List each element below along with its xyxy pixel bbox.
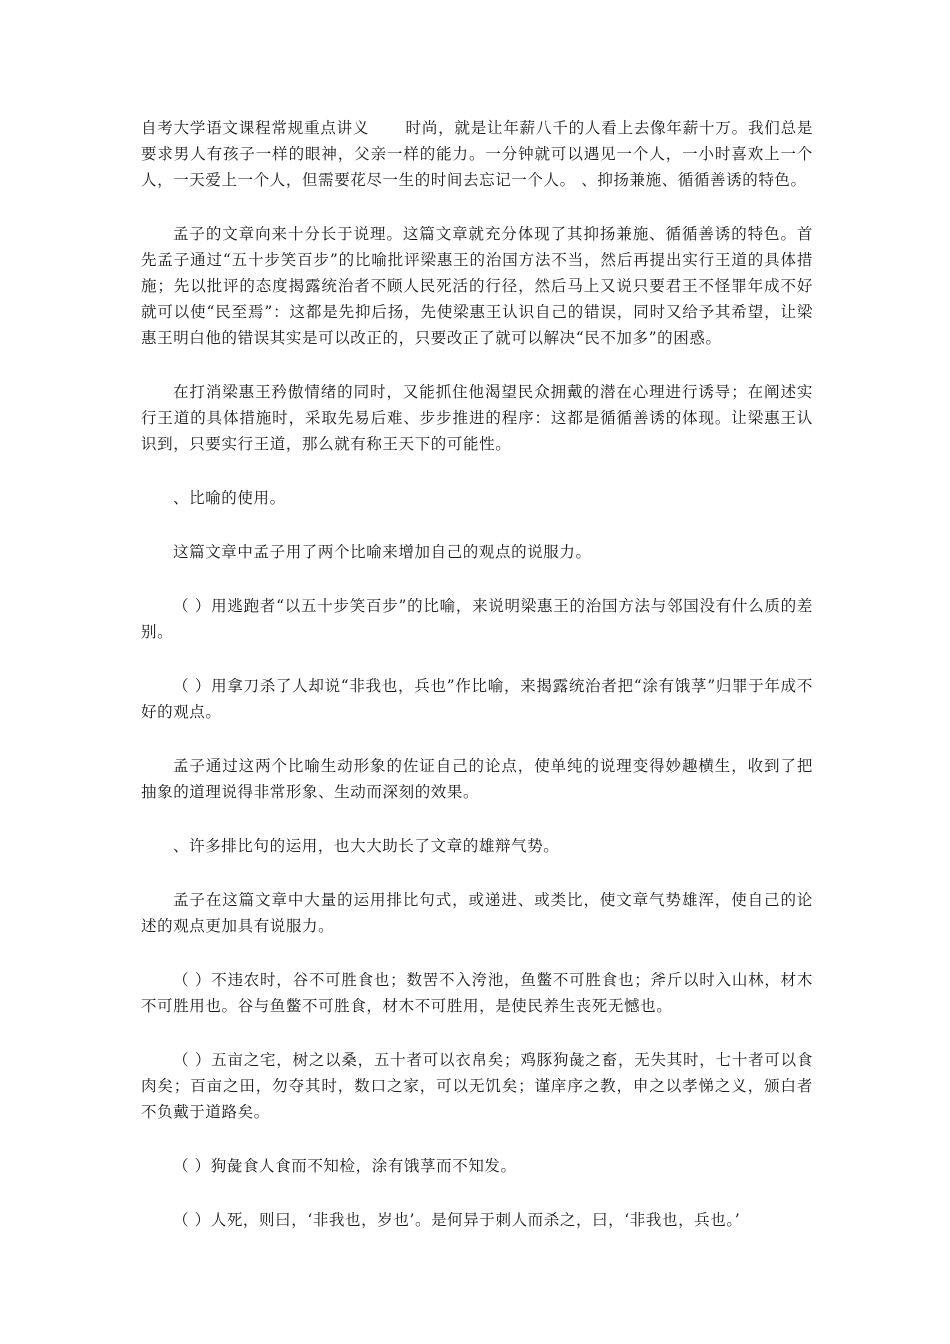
list-item: （ ）不违农时，谷不可胜食也；数罟不入洿池，鱼鳖不可胜食也；斧斤以时入山林，材木不可胜用也。谷与鱼鳖不可胜食，材木不可胜用，是使民养生丧死无憾也。: [141, 971, 813, 1015]
paragraph-text: 时尚，就是让年薪八千的人看上去像年薪十万。我们总是要求男人有孩子一样的眼神，父亲一样的能力。一分钟就可以遇见一个人，一小时喜欢上一个人，一天爱上一个人，但需要花尽一生的时间去忘记一个人。 、抑扬兼施、循循善诱的特色。: [141, 119, 813, 189]
list-item: （ ）用拿刀杀了人却说“非我也，兵也”作比喻，来揭露统治者把“涂有饿莩”归罪于年成不好的观点。: [141, 677, 813, 721]
section-heading: 、比喻的使用。: [173, 489, 286, 507]
paragraph: 孟子的文章向来十分长于说理。这篇文章就充分体现了其抑扬兼施、循循善诱的特色。首先孟子通过“五十步笑百步”的比喻批评梁惠王的治国方法不当，然后再提出实行王道的具体措施；先以批评的态度揭露统治者不顾人民死活的行径，然后马上又说只要君王不怪罪年成不好就可以使“民至焉”：这都是先抑后扬，先使梁惠王认识自己的错误，同时又给予其希望，让梁惠王明白他的错误其实是可以改正的，只要改正了就可以解决“民不加多”的困惑。: [141, 225, 813, 347]
document-body: [141, 115, 813, 1261]
list-item: （ ）五亩之宅，树之以桑，五十者可以衣帛矣；鸡豚狗彘之畜，无失其时，七十者可以食肉矣；百亩之田，勿夺其时，数口之家，可以无饥矣；谨庠序之教，申之以孝悌之义，颁白者不负戴于道路矣。: [141, 1051, 813, 1121]
paragraph: 孟子通过这两个比喻生动形象的佐证自己的论点，使单纯的说理变得妙趣横生，收到了把抽象的道理说得非常形象、生动而深刻的效果。: [141, 757, 813, 801]
list-item: （ ）用逃跑者“以五十步笑百步”的比喻，来说明梁惠王的治国方法与邻国没有什么质的差别。: [141, 597, 813, 641]
section-heading: 、许多排比句的运用，也大大助长了文章的雄辩气势。: [173, 837, 560, 855]
list-item: （ ）狗彘食人食而不知检，涂有饿莩而不知发。: [173, 1157, 517, 1175]
paragraph: 在打消梁惠王矜傲情绪的同时，又能抓住他渴望民众拥戴的潜在心理进行诱导；在阐述实行王道的具体措施时，采取先易后难、步步推进的程序：这都是循循善诱的体现。让梁惠王认识到，只要实行王道，那么就有称王天下的可能性。: [141, 383, 813, 453]
paragraph: 孟子在这篇文章中大量的运用排比句式，或递进、或类比，使文章气势雄浑，使自己的论述的观点更加具有说服力。: [141, 891, 813, 935]
document-header-title: 自考大学语文课程常规重点讲义: [141, 119, 370, 137]
list-item: （ ）人死，则曰，‘非我也，岁也’。是何异于刺人而杀之，曰，‘非我也，兵也。’: [173, 1211, 741, 1229]
paragraph: 这篇文章中孟子用了两个比喻来增加自己的观点的说服力。: [173, 543, 592, 561]
first-paragraph: [141, 115, 813, 193]
